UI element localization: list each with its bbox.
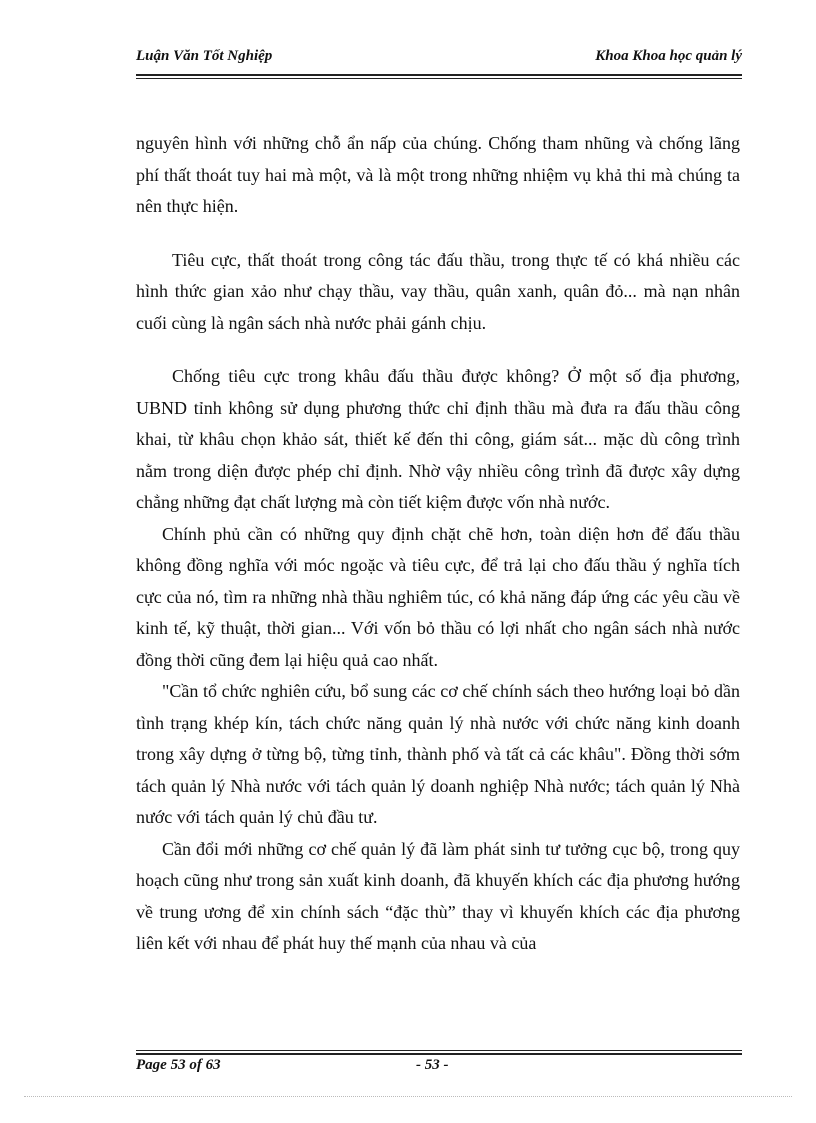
paragraph: Cần đổi mới những cơ chế quản lý đã làm phát sinh tư tưởng cục bộ, trong quy hoạch cũng như trong sản xuất kinh doanh, đã khuyến khích các địa phương hướng về trung ương để xin chính sách “đặc thù” thay vì khuyến khích các địa phương liên kết với nhau để phát huy thế mạnh của nhau và của	[136, 838, 740, 953]
page-count: Page 53 of 63	[136, 1057, 221, 1073]
paragraph: "Cần tổ chức nghiên cứu, bổ sung các cơ chế chính sách theo hướng loại bỏ dần tình trạng khép kín, tách chức năng quản lý nhà nước với chức năng kinh doanh trong xây dựng ở từng bộ, từng tỉnh, thành phố và tất cả các khâu". Đồng thời sớm tách quản lý Nhà nước với tách quản lý doanh nghiệp Nhà nước; tách quản lý Nhà nước với tách quản lý chủ đầu tư.	[136, 681, 740, 827]
page-header	[136, 48, 742, 65]
footer-rule-thin	[136, 1050, 742, 1051]
page-edge-divider	[24, 1096, 792, 1097]
document-body	[136, 128, 740, 960]
header-rule-thick	[136, 74, 742, 76]
header-left-title: Luận Văn Tốt Nghiệp	[136, 48, 273, 64]
paragraph: Chống tiêu cực trong khâu đấu thầu được không? Ở một số địa phương, UBND tỉnh không sử dụng phương thức chỉ định thầu mà đưa ra đấu thầu công khai, từ khâu chọn khảo sát, thiết kế đến thi công, giám sát... mặc dù công trình nằm trong diện được phép chỉ định. Nhờ vậy nhiều công trình đã được xây dựng chẳng những đạt chất lượng mà còn tiết kiệm được vốn nhà nước.	[136, 366, 740, 512]
paragraph: nguyên hình với những chỗ ẩn nấp của chúng. Chống tham nhũng và chống lãng phí thất thoát tuy hai mà một, và là một trong những nhiệm vụ khả thi mà chúng ta nên thực hiện.	[136, 133, 740, 216]
header-rule-thin	[136, 78, 742, 79]
header-right-title: Khoa Khoa học quản lý	[595, 48, 742, 64]
page-footer	[136, 1057, 742, 1077]
paragraph: Chính phủ cần có những quy định chặt chẽ hơn, toàn diện hơn để đấu thầu không đồng nghĩa với móc ngoặc và tiêu cực, để trả lại cho đấu thầu ý nghĩa tích cực của nó, tìm ra những nhà thầu nghiêm túc, có khả năng đáp ứng các yêu cầu về kinh tế, kỹ thuật, thời gian... Với vốn bỏ thầu có lợi nhất cho ngân sách nhà nước đồng thời cũng đem lại hiệu quả cao nhất.	[136, 523, 740, 670]
paragraph: Tiêu cực, thất thoát trong công tác đấu thầu, trong thực tế có khá nhiều các hình thức gian xảo như chạy thầu, vay thầu, quân xanh, quân đỏ... mà nạn nhân cuối cùng là ngân sách nhà nước phải gánh chịu.	[136, 249, 740, 333]
page-number: - 53 -	[416, 1057, 449, 1073]
footer-rule-thick	[136, 1053, 742, 1055]
